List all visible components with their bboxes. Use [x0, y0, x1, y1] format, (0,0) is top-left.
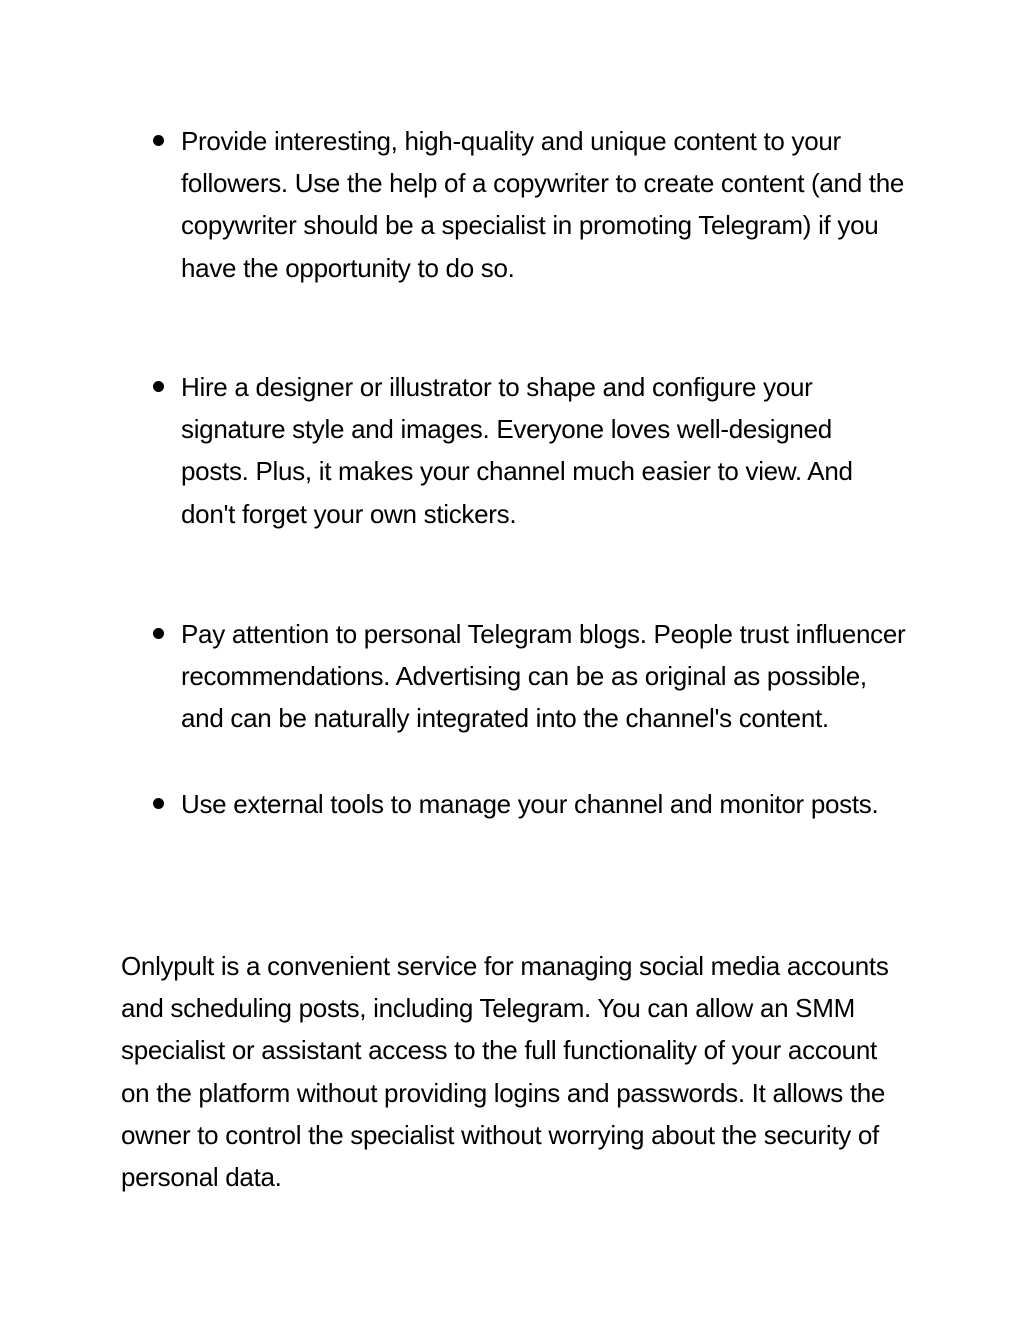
- bullet-icon: [153, 381, 164, 392]
- list-item-text: Use external tools to manage your channel and monitor posts.: [181, 789, 879, 819]
- list-item-text: Hire a designer or illustrator to shape and configure your signature style and images. Everyone loves well-designed posts. Plus, it makes your channel much easier to view. And don't forget your own stickers.: [181, 372, 853, 529]
- bullet-icon: [153, 135, 164, 146]
- list-item: [150, 613, 910, 740]
- list-item-text: Pay attention to personal Telegram blogs. People trust influencer recommendations. Advertising can be as original as possible, and can be naturally integrated into the channel's content.: [181, 619, 906, 734]
- bullet-icon: [153, 798, 164, 809]
- list-item: [150, 783, 910, 825]
- bullet-icon: [153, 628, 164, 639]
- list-item: [150, 366, 910, 535]
- body-paragraph: Onlypult is a convenient service for managing social media accounts and scheduling posts, including Telegram. You can allow an SMM specialist or assistant access to the full functionality of your account on the platform without providing logins and passwords. It allows the owner to control the specialist without worrying about the security of personal data.: [121, 951, 889, 1193]
- list-item-text: Provide interesting, high-quality and unique content to your followers. Use the help of a copywriter to create content (and the copywriter should be a specialist in promoting Telegram) if you have the opportunity to do so.: [181, 126, 905, 283]
- list-item: [150, 120, 910, 289]
